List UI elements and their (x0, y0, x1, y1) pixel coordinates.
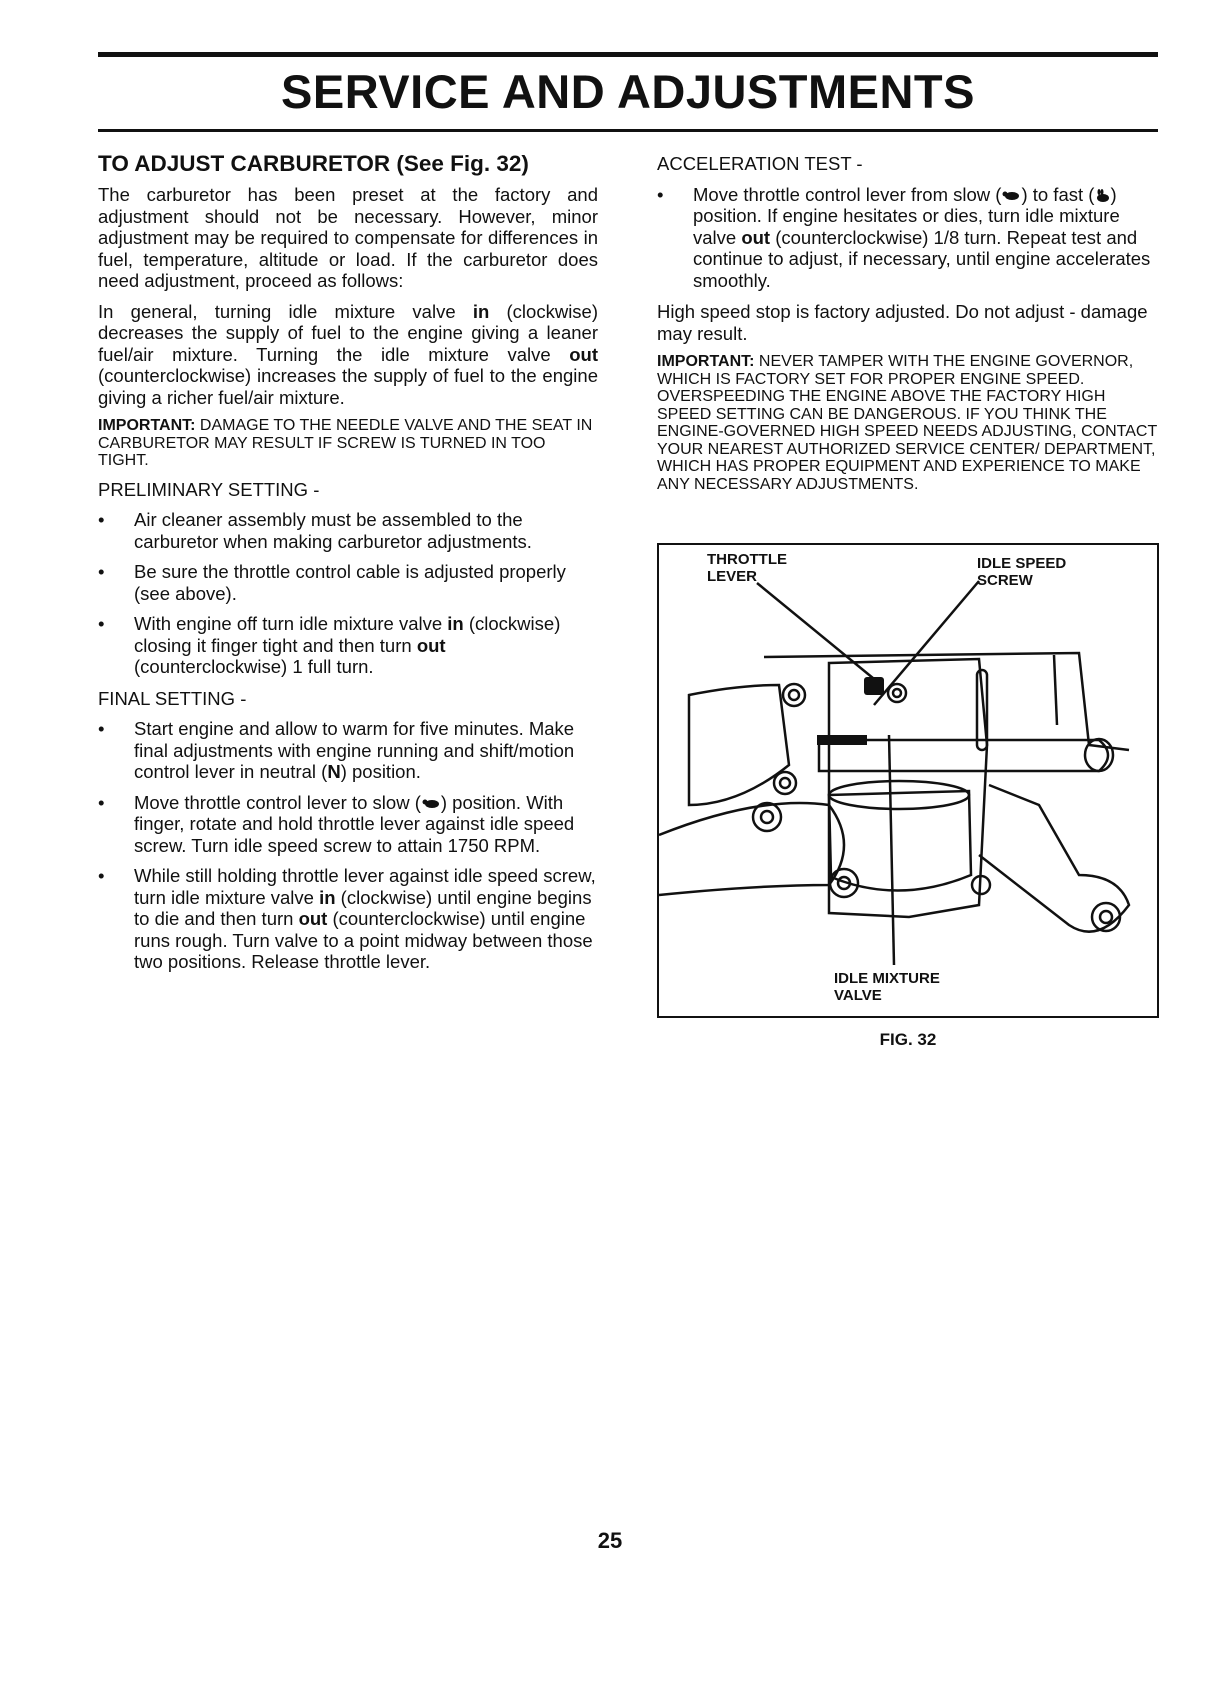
important-governor: IMPORTANT: NEVER TAMPER WITH THE ENGINE GOVERNOR, WHICH IS FACTORY SET FOR PROPER ENGINE SPEED. OVERSPEEDING THE ENGINE ABOVE THE FACTORY HIGH SPEED SETTING CAN BE DANGEROUS. IF YOU THINK THE ENGINE-GOVERNED HIGH SPEED NEEDS ADJUSTING, CONTACT YOUR NEAREST AUTHORIZED SERVICE CENTER/ DEPARTMENT, WHICH HAS PROPER EQUIPMENT AND EXPERIENCE TO MAKE ANY NECESSARY ADJUSTMENTS. (657, 353, 1157, 493)
throttle-lever-label: THROTTLE LEVER (707, 551, 787, 585)
title-rule (98, 129, 1158, 132)
slow-tortoise-icon (1001, 191, 1021, 201)
list-item: • Air cleaner assembly must be assembled to the carburetor when making carburetor adjustments. (98, 509, 532, 552)
acceleration-heading: ACCELERATION TEST - (657, 153, 863, 174)
list-item: • Start engine and allow to warm for five minutes. Make final adjustments with engine running and shift/motion control lever in neutral (N) position. (98, 718, 575, 782)
final-list (98, 718, 598, 973)
preliminary-list (98, 509, 598, 678)
slow-rabbit-icon (421, 799, 441, 809)
idle-speed-screw-label: IDLE SPEED SCREW (977, 555, 1067, 589)
important-needle-valve: IMPORTANT: DAMAGE TO THE NEEDLE VALVE AND THE SEAT IN CARBURETOR MAY RESULT IF SCREW IS TURNED IN TOO TIGHT. (98, 417, 593, 469)
list-item: • Move throttle control lever from slow ( ) to fast ( ) position. If engine hesitates or dies, turn idle mixture valve out (counterclockwise) 1/8 turn. Repeat test and continue to adjust, if necessary, until engine accelerates smoothly. (657, 183, 1151, 291)
final-heading: FINAL SETTING - (98, 687, 247, 709)
carburetor-heading: TO ADJUST CARBURETOR (See Fig. 32) (98, 151, 529, 176)
page-title: SERVICE AND ADJUSTMENTS (281, 65, 975, 118)
list-item: • Move throttle control lever to slow ( ) position. With finger, rotate and hold throttle lever against idle speed screw. Turn idle speed screw to attain 1750 RPM. (98, 791, 575, 856)
list-item: • With engine off turn idle mixture valve in (clockwise) closing it finger tight and then turn out (counterclockwise) 1 full turn. (98, 613, 561, 677)
general-paragraph: In general, turning idle mixture valve in (clockwise) decreases the supply of fuel to the engine giving a leaner fuel/air mixture. Turning the idle mixture valve out (counterclockwise) increases the supply of fuel to the engine giving a richer fuel/air mixture. (98, 300, 599, 408)
preliminary-heading: PRELIMINARY SETTING - (98, 478, 320, 500)
idle-mixture-valve-label: IDLE MIXTURE VALVE (834, 970, 940, 1004)
list-item: • Be sure the throttle control cable is adjusted properly (see above). (98, 561, 566, 604)
carburetor-figure (657, 543, 1159, 1018)
fast-rabbit-icon (1094, 189, 1110, 203)
high-speed-note: High speed stop is factory adjusted. Do not adjust - damage may result. (657, 301, 1148, 344)
right-column (657, 150, 1157, 502)
carburetor-illustration (659, 545, 1157, 1016)
list-item: • While still holding throttle lever against idle speed screw, turn idle mixture valve in (clockwise) until engine begins to die and then turn out (counterclockwise) until engine runs rough. Turn valve to a point midway between those two positions. Release throttle lever. (98, 865, 596, 972)
left-column (98, 150, 598, 983)
figure-caption: FIG. 32 (879, 1030, 937, 1049)
intro-paragraph: The carburetor has been preset at the factory and adjustment should not be necessary. However, minor adjustment may be required to compensate for differences in fuel, temperature, altitude or load. If the carburetor does need adjustment, proceed as follows: (98, 184, 598, 291)
top-rule (98, 52, 1158, 57)
page-number: 25 (597, 1528, 623, 1553)
acceleration-list (657, 184, 1157, 292)
